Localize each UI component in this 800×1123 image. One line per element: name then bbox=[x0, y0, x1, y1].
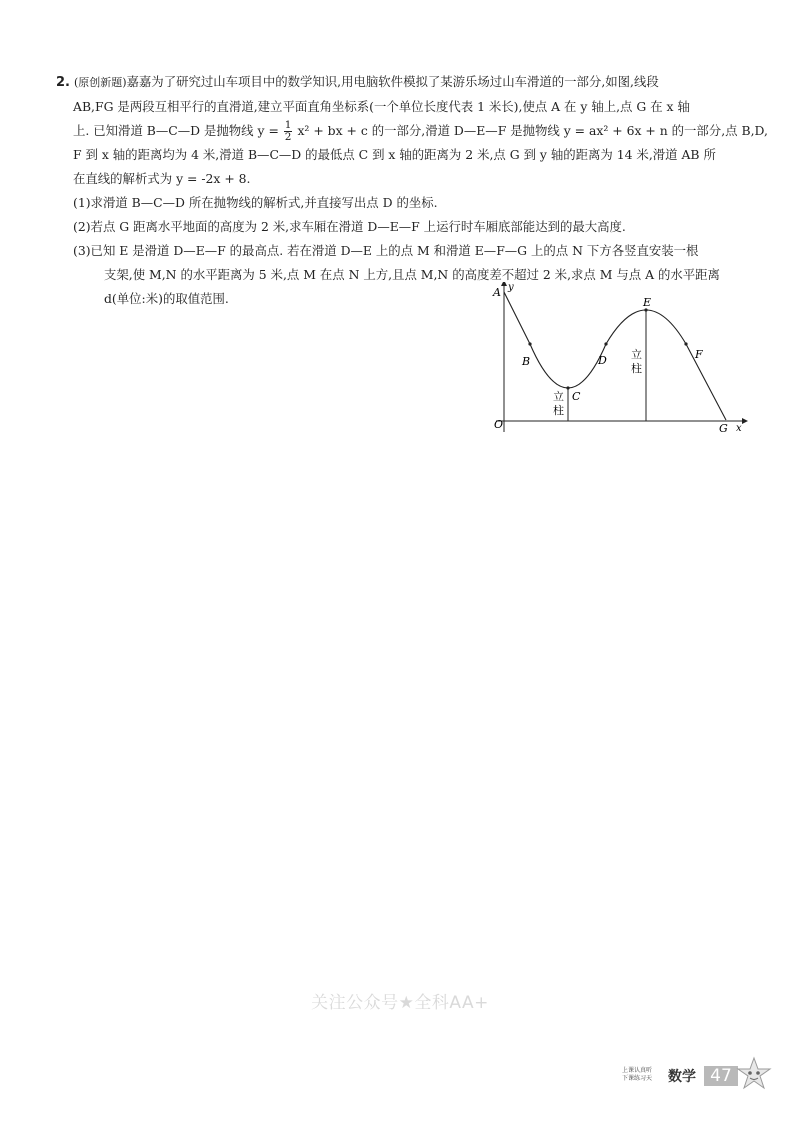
problem-number: 2. bbox=[56, 75, 70, 90]
label-e: E bbox=[643, 296, 652, 309]
problem-text-1: 嘉嘉为了研究过山车项目中的数学知识,用电脑软件模拟了某游乐场过山车滑道的一部分,如图,线段 bbox=[126, 74, 659, 89]
point-b bbox=[528, 342, 531, 345]
problem-line-3 bbox=[56, 119, 768, 143]
label-d: D bbox=[598, 354, 607, 367]
problem-line-1 bbox=[56, 70, 756, 95]
pillar-c-label-2: 柱 bbox=[553, 404, 564, 417]
point-d bbox=[604, 342, 607, 345]
fraction-denominator: 2 bbox=[284, 131, 292, 143]
x-axis-arrow bbox=[742, 418, 748, 424]
question-1: (1)求滑道 B—C—D 所在抛物线的解析式,并直接写出点 D 的坐标. bbox=[73, 195, 438, 210]
problem-line-2: AB,FG 是两段互相平行的直滑道,建立平面直角坐标系(一个单位长度代表 1 米长),使点 A 在 y 轴上,点 G 在 x 轴 bbox=[73, 99, 690, 114]
footer-slogan-line-2: 下课练习天 bbox=[622, 1075, 653, 1082]
label-o: O bbox=[494, 418, 504, 431]
footer-slogan bbox=[622, 1067, 664, 1083]
footer-slogan-line-1: 上课认真听 bbox=[622, 1067, 653, 1074]
label-x: x bbox=[736, 423, 742, 434]
pillar-e-label-2: 柱 bbox=[631, 362, 642, 375]
question-2: (2)若点 G 距离水平地面的高度为 2 米,求车厢在滑道 D—E—F 上运行时车厢底部能达到的最大高度. bbox=[73, 219, 626, 234]
question-3-line-2: 支架,使 M,N 的水平距离为 5 米,点 M 在点 N 上方,且点 M,N 的高度差不超过 2 米,求点 M 与点 A 的水平距离 bbox=[104, 267, 720, 282]
y-axis-arrow bbox=[501, 282, 507, 286]
label-y: y bbox=[508, 282, 514, 293]
page-number: 47 bbox=[704, 1066, 738, 1086]
problem-text-3a: 上. 已知滑道 B—C—D 是抛物线 y = bbox=[73, 123, 279, 138]
pillar-e-label-1: 立 bbox=[631, 348, 642, 361]
fraction-one-half bbox=[284, 120, 293, 143]
track-fg bbox=[686, 344, 726, 420]
track-ab bbox=[504, 292, 530, 344]
label-g: G bbox=[719, 422, 728, 435]
label-f: F bbox=[695, 348, 703, 361]
problem-tag: (原创新题) bbox=[73, 76, 127, 89]
label-c: C bbox=[572, 390, 581, 403]
track-bcd bbox=[530, 344, 606, 388]
problem-line-5: 在直线的解析式为 y = -2x + 8. bbox=[73, 171, 251, 186]
problem-2 bbox=[56, 70, 768, 311]
footer-subject: 数学 bbox=[668, 1069, 696, 1085]
problem-text-3b: x² + bx + c 的一部分,滑道 D—E—F 是抛物线 y = ax² + 6x + n 的一部分,点 B,D, bbox=[297, 123, 768, 138]
roller-coaster-figure bbox=[490, 282, 750, 440]
watermark: 关注公众号★全科AA+ bbox=[311, 993, 489, 1013]
question-3-line-3: d(单位:米)的取值范围. bbox=[104, 291, 229, 306]
page-footer bbox=[622, 1062, 772, 1090]
label-b: B bbox=[522, 355, 531, 368]
problem-line-4: F 到 x 轴的距离均为 4 米,滑道 B—C—D 的最低点 C 到 x 轴的距离为 2 米,点 G 到 y 轴的距离为 14 米,滑道 AB 所 bbox=[73, 147, 716, 162]
point-c bbox=[566, 386, 569, 389]
pillar-c-label-1: 立 bbox=[553, 390, 564, 403]
point-f bbox=[684, 342, 687, 345]
fraction-numerator: 1 bbox=[284, 119, 292, 131]
label-a: A bbox=[493, 286, 501, 299]
question-3-line-1: (3)已知 E 是滑道 D—E—F 的最高点. 若在滑道 D—E 上的点 M 和滑道 E—F—G 上的点 N 下方各竖直安装一根 bbox=[73, 243, 699, 258]
mascot-star-icon bbox=[736, 1056, 772, 1092]
